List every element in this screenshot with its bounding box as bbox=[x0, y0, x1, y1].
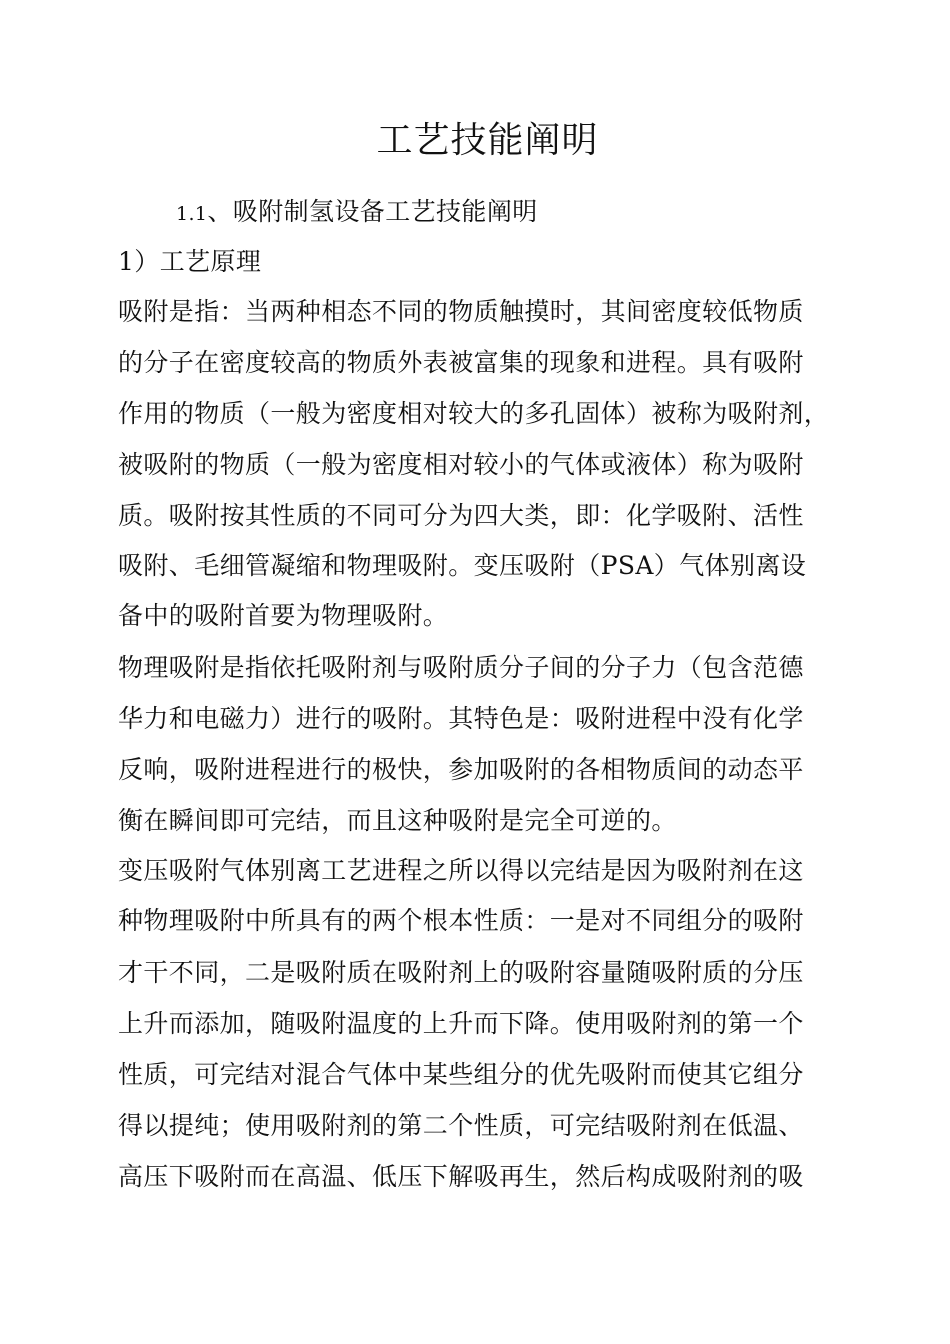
body-line: 的分子在密度较高的物质外表被富集的现象和进程。具有吸附 bbox=[118, 348, 804, 377]
section-heading: 1）工艺原理 bbox=[118, 247, 262, 276]
body-line: 种物理吸附中所具有的两个根本性质：一是对不同组分的吸附 bbox=[118, 906, 804, 935]
body-line: 性质，可完结对混合气体中某些组分的优先吸附而使其它组分 bbox=[118, 1060, 804, 1089]
body-line: 反响，吸附进程进行的极快，参加吸附的各相物质间的动态平 bbox=[118, 755, 804, 784]
subsection-number: 1.1 bbox=[176, 203, 208, 225]
body-line: 上升而添加，随吸附温度的上升而下降。使用吸附剂的第一个 bbox=[118, 1009, 804, 1038]
body-line: 华力和电磁力）进行的吸附。其特色是：吸附进程中没有化学 bbox=[118, 704, 804, 733]
document-title: 工艺技能阐明 bbox=[376, 120, 599, 161]
body-line: 高压下吸附而在高温、低压下解吸再生，然后构成吸附剂的吸 bbox=[118, 1162, 804, 1191]
body-line: 物理吸附是指依托吸附剂与吸附质分子间的分子力（包含范德 bbox=[118, 653, 804, 682]
body-line: 吸附是指：当两种相态不同的物质触摸时，其间密度较低物质 bbox=[118, 297, 804, 326]
body-line: 变压吸附气体别离工艺进程之所以得以完结是因为吸附剂在这 bbox=[118, 856, 804, 885]
body-line: 作用的物质（一般为密度相对较大的多孔固体）被称为吸附剂， bbox=[118, 399, 830, 428]
subsection-title: 、吸附制氢设备工艺技能阐明 bbox=[207, 197, 538, 226]
body-line: 吸附、毛细管凝缩和物理吸附。变压吸附（PSA）气体别离设 bbox=[118, 551, 807, 580]
body-line: 得以提纯；使用吸附剂的第二个性质，可完结吸附剂在低温、 bbox=[118, 1111, 804, 1140]
body-line: 备中的吸附首要为物理吸附。 bbox=[118, 601, 449, 630]
body-line: 质。吸附按其性质的不同可分为四大类，即：化学吸附、活性 bbox=[118, 501, 804, 530]
body-line: 才干不同，二是吸附质在吸附剂上的吸附容量随吸附质的分压 bbox=[118, 958, 804, 987]
body-line: 衡在瞬间即可完结，而且这种吸附是完全可逆的。 bbox=[118, 806, 677, 835]
body-line: 被吸附的物质（一般为密度相对较小的气体或液体）称为吸附 bbox=[118, 450, 804, 479]
subsection-heading bbox=[176, 194, 538, 232]
